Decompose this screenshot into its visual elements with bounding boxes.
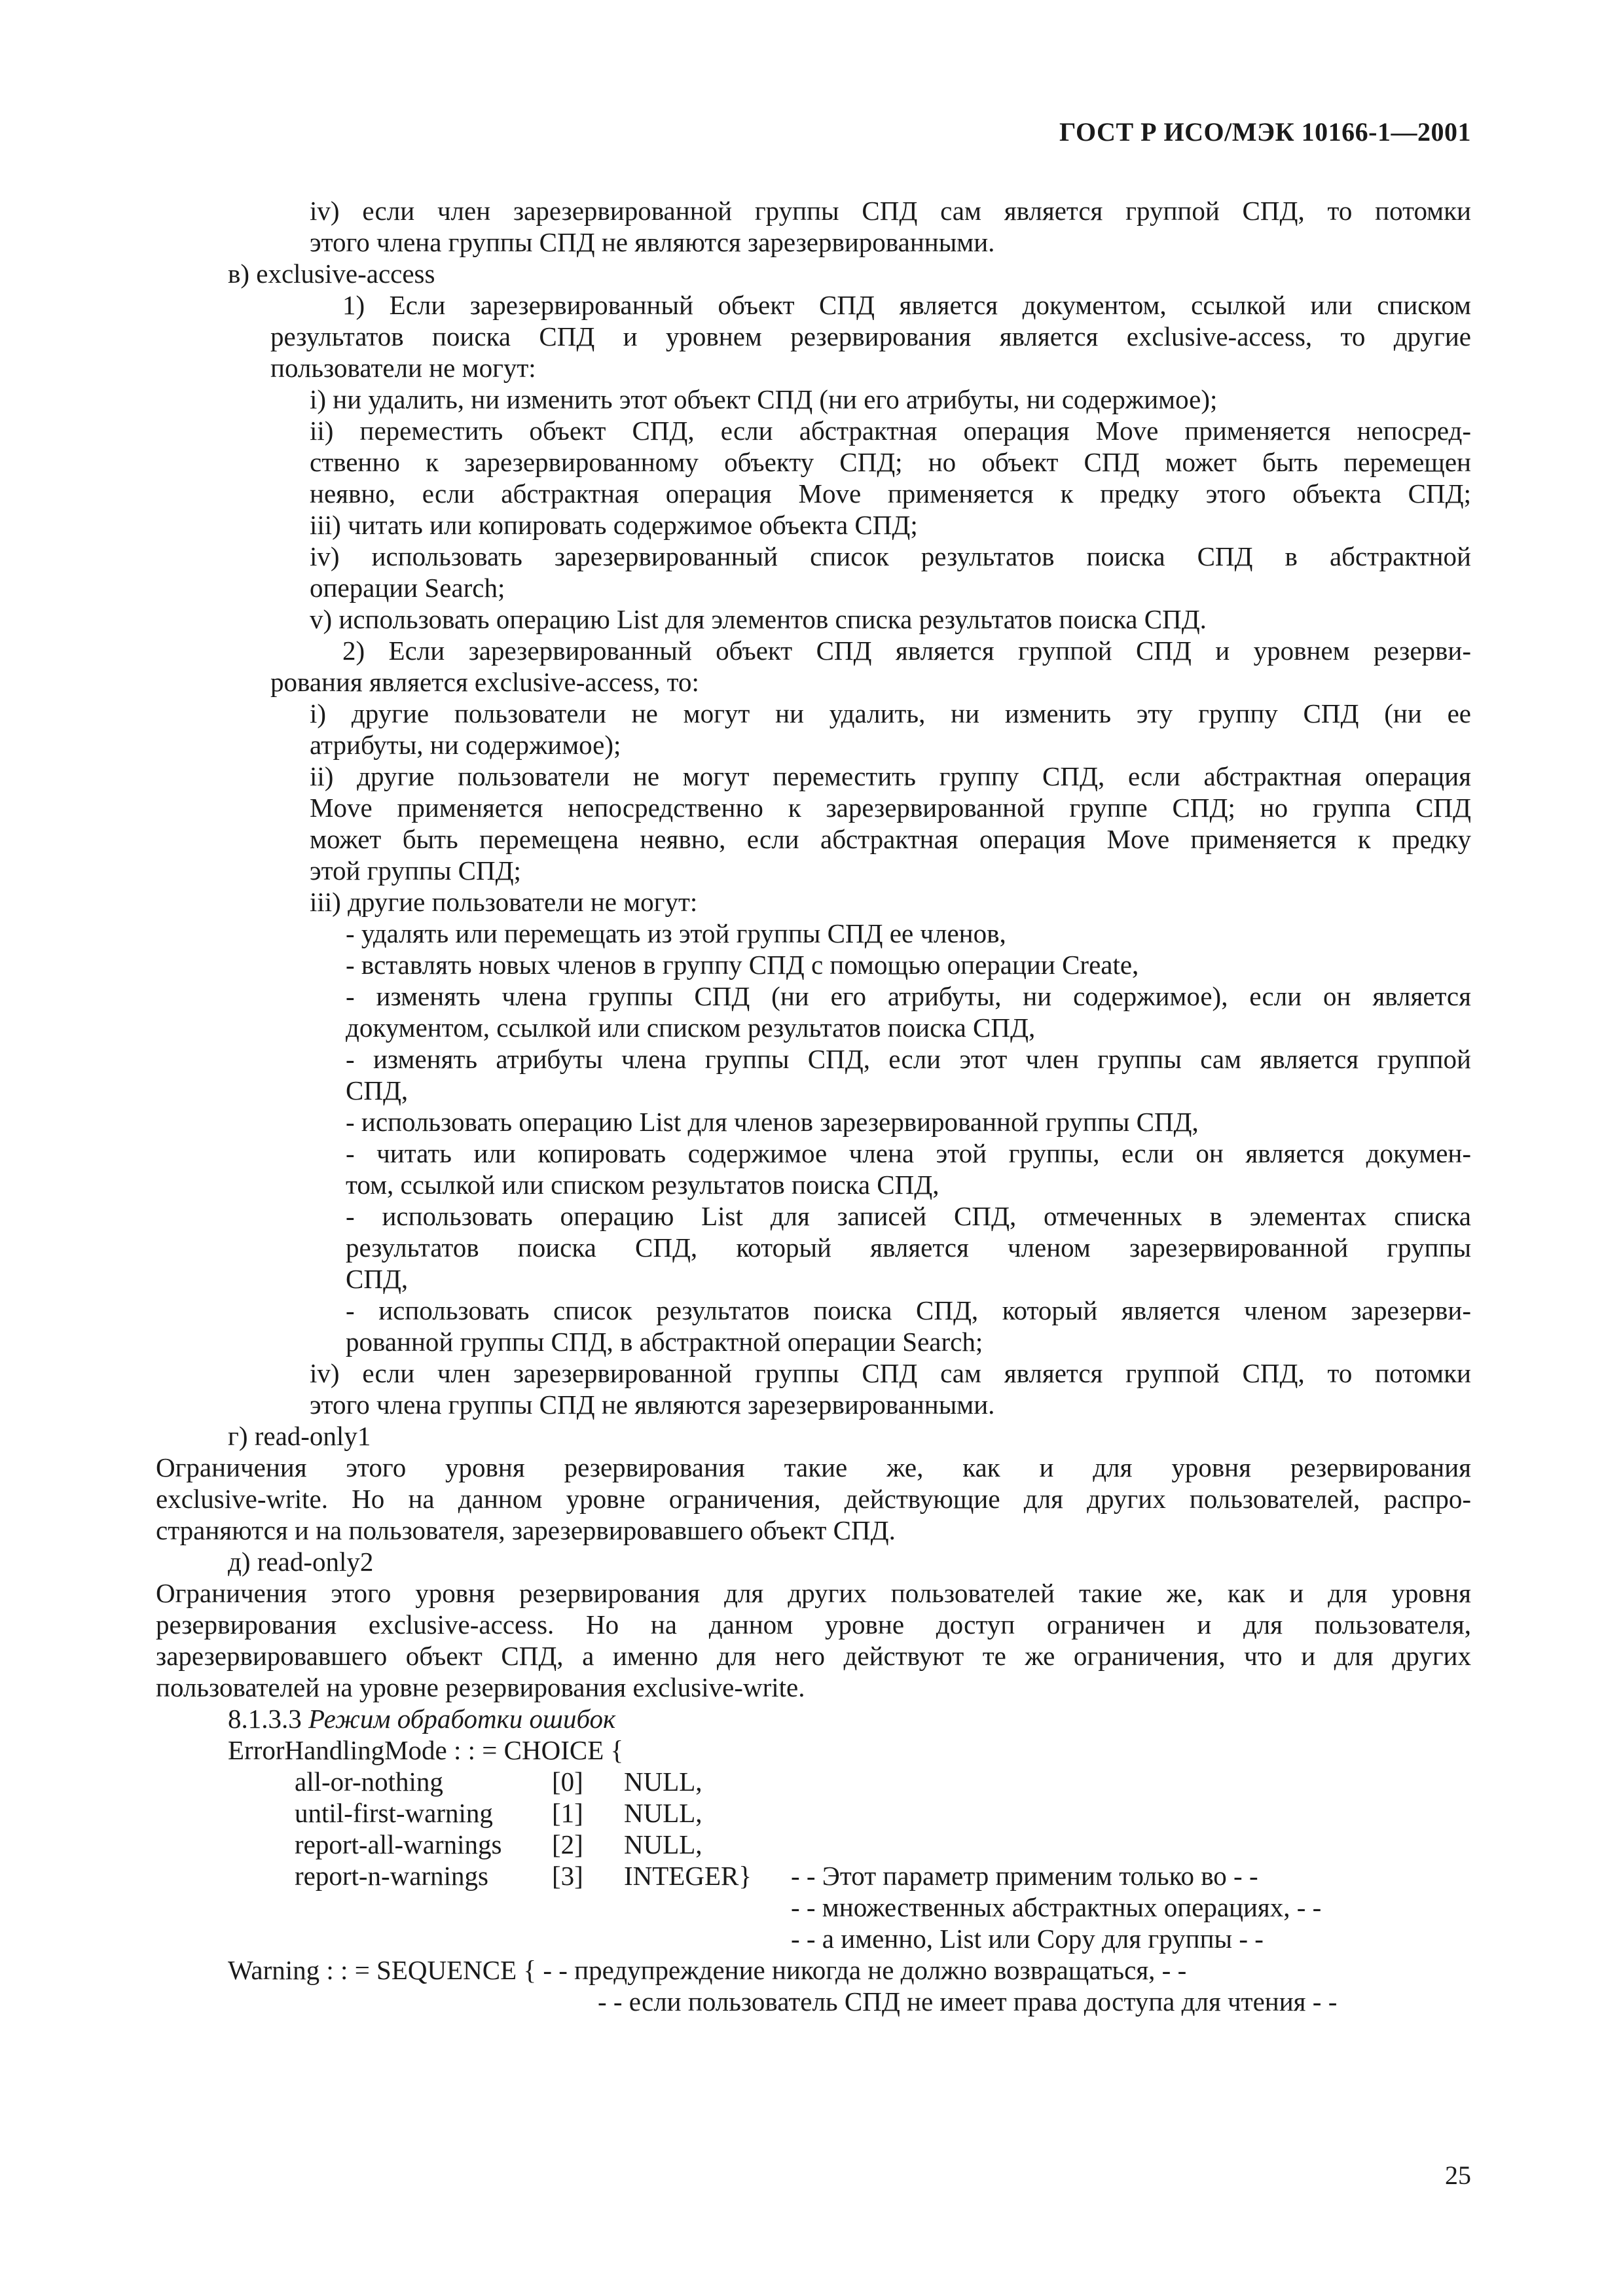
choice-name: report-n-warnings <box>295 1861 489 1891</box>
text-line: в) exclusive-access <box>228 259 435 289</box>
text-line: iv) если член зарезервированной группы СПД сам является группой СПД, то потомки <box>310 196 1471 226</box>
choice-type: NULL, <box>624 1798 702 1828</box>
text-line: iii) читать или копировать содержимое объекта СПД; <box>310 510 918 540</box>
text-line: рованной группы СПД, в абстрактной операции Search; <box>346 1327 983 1357</box>
section-number: 8.1.3.3 <box>228 1704 302 1734</box>
text-line: пользователей на уровне резервирования exclusive-write. <box>156 1672 805 1702</box>
text-line: может быть перемещена неявно, если абстрактная операция Move применяется к предку <box>310 824 1471 854</box>
text-line: этой группы СПД; <box>310 855 521 886</box>
text-line: i) другие пользователи не могут ни удалить, ни изменить эту группу СПД (ни ее <box>310 698 1471 728</box>
choice-type: NULL, <box>624 1767 702 1797</box>
text-line: iv) если член зарезервированной группы СПД сам является группой СПД, то потомки <box>310 1358 1471 1388</box>
text-line: рования является exclusive-access, то: <box>270 667 699 697</box>
choice-tag: [3] <box>552 1861 583 1891</box>
text-line: СПД, <box>346 1075 409 1105</box>
text-line: этого члена группы СПД не являются зарезервированными. <box>310 227 995 257</box>
choice-tag: [1] <box>552 1798 583 1828</box>
text-line: неявно, если абстрактная операция Move применяется к предку этого объекта СПД; <box>310 478 1471 509</box>
text-line: iv) использовать зарезервированный список результатов поиска СПД в абстрактной <box>310 541 1471 571</box>
text-line: 1) Если зарезервированный объект СПД является документом, ссылкой или списком <box>342 290 1471 320</box>
text-line: ii) другие пользователи не могут переместить группу СПД, если абстрактная операция <box>310 761 1471 791</box>
text-line: Ограничения этого уровня резервирования такие же, как и для уровня резервирования <box>156 1452 1471 1482</box>
code-declaration: ErrorHandlingMode : : = CHOICE { <box>228 1735 624 1765</box>
text-line: - изменять члена группы СПД (ни его атрибуты, ни содержимое), если он является <box>346 981 1471 1011</box>
text-line: СПД, <box>346 1264 409 1294</box>
choice-name: report-all-warnings <box>295 1829 502 1859</box>
text-line: страняются и на пользователя, зарезервировавшего объект СПД. <box>156 1515 896 1545</box>
choice-name: until-first-warning <box>295 1798 493 1828</box>
text-line: зарезервировавшего объект СПД, а именно для него действуют те же ограничения, что и для других <box>156 1641 1471 1671</box>
warning-continuation: - - если пользователь СПД не имеет права доступа для чтения - - <box>598 1986 1338 2017</box>
text-line: г) read-only1 <box>228 1421 371 1451</box>
text-line: - использовать операцию List для членов зарезервированной группы СПД, <box>346 1107 1199 1137</box>
text-line: - читать или копировать содержимое члена этой группы, если он является докумен- <box>346 1138 1471 1168</box>
text-line: - удалять или перемещать из этой группы СПД ее членов, <box>346 918 1006 948</box>
text-line: документом, ссылкой или списком результатов поиска СПД, <box>346 1013 1036 1043</box>
text-line: резервирования exclusive-access. Но на данном уровне доступ ограничен и для пользователя, <box>156 1609 1471 1640</box>
text-line: атрибуты, ни содержимое); <box>310 730 621 760</box>
page-number: 25 <box>1445 2161 1471 2190</box>
text-line: - использовать операцию List для записей СПД, отмеченных в элементах списка <box>346 1201 1471 1231</box>
text-line: - использовать список результатов поиска СПД, который является членом зарезерви- <box>346 1295 1471 1325</box>
choice-tag: [2] <box>552 1829 583 1859</box>
text-line: результатов поиска СПД, который является членом зарезервированной группы <box>346 1232 1471 1263</box>
code-comment-line: - - Этот параметр применим только во - - <box>791 1861 1258 1891</box>
text-line: ii) переместить объект СПД, если абстрактная операция Move применяется непосред- <box>310 416 1471 446</box>
code-comment-line: - - а именно, List или Copy для группы - - <box>791 1924 1264 1954</box>
text-line: v) использовать операцию List для элементов списка результатов поиска СПД. <box>310 604 1207 634</box>
text-line: Move применяется непосредственно к зарезервированной группе СПД; но группа СПД <box>310 793 1471 823</box>
text-line: пользователи не могут: <box>270 353 536 383</box>
section-heading <box>228 1703 615 1734</box>
text-line: exclusive-write. Но на данном уровне ограничения, действующие для других пользователей, распро- <box>156 1484 1471 1514</box>
choice-tag: [0] <box>552 1767 583 1797</box>
text-line: операции Search; <box>310 573 505 603</box>
text-line: i) ни удалить, ни изменить этот объект СПД (ни его атрибуты, ни содержимое); <box>310 384 1218 414</box>
warning-declaration: Warning : : = SEQUENCE { - - предупреждение никогда не должно возвращаться, - - <box>228 1955 1187 1985</box>
section-title: Режим обработки ошибок <box>308 1704 616 1734</box>
choice-type: NULL, <box>624 1829 702 1859</box>
text-line: этого члена группы СПД не являются зарезервированными. <box>310 1390 995 1420</box>
text-line: Ограничения этого уровня резервирования для других пользователей такие же, как и для уровня <box>156 1578 1471 1608</box>
text-line: результатов поиска СПД и уровнем резервирования является exclusive-access, то другие <box>270 321 1471 351</box>
text-line: ственно к зарезервированному объекту СПД; но объект СПД может быть перемещен <box>310 447 1471 477</box>
text-line: - изменять атрибуты члена группы СПД, если этот член группы сам является группой <box>346 1044 1471 1074</box>
text-line: 2) Если зарезервированный объект СПД является группой СПД и уровнем резерви- <box>342 636 1471 666</box>
choice-name: all-or-nothing <box>295 1767 443 1797</box>
text-line: iii) другие пользователи не могут: <box>310 887 698 917</box>
text-line: том, ссылкой или списком результатов поиска СПД, <box>346 1170 939 1200</box>
text-line: - вставлять новых членов в группу СПД с помощью операции Create, <box>346 950 1139 980</box>
text-line: д) read-only2 <box>228 1547 374 1577</box>
choice-type: INTEGER} <box>624 1861 752 1891</box>
page-header: ГОСТ Р ИСО/МЭК 10166-1—2001 <box>1059 117 1471 147</box>
code-comment-line: - - множественных абстрактных операциях, - - <box>791 1892 1322 1922</box>
